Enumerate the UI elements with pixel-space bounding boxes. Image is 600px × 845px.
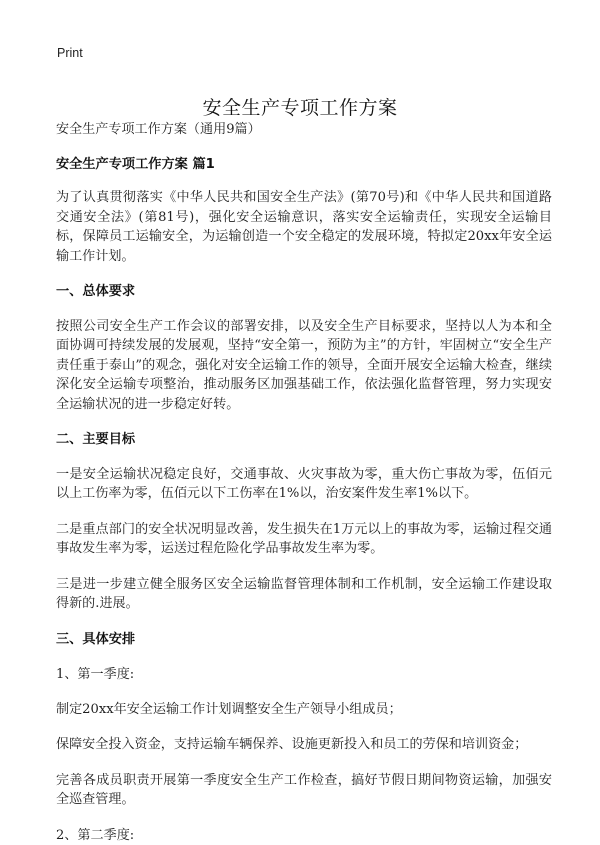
quarter-1-item-2: 保障安全投入资金，支持运输车辆保养、设施更新投入和员工的劳保和培训资金； — [56, 737, 528, 753]
quarter-2-heading: 2、第二季度: — [56, 827, 135, 843]
quarter-1-heading: 1、第一季度: — [56, 666, 135, 682]
heading-main-goals: 二、主要目标 — [56, 432, 136, 448]
document-body — [56, 120, 552, 845]
heading-general-requirements: 一、总体要求 — [56, 284, 136, 300]
general-requirements-paragraph: 按照公司安全生产工作会议的部署安排，以及安全生产目标要求，坚持以人为本和全面协调可持续发展的发展观，坚持“安全第一，预防为主”的方针，牢固树立“安全生产责任重于泰山”的观念，强化对安全运输工作的领导，全面开展安全运输大检查，继续深化安全运输专项整治，推动服务区加强基础工作，依法强化监督管理，努力实现安全运输状况的进一步稳定好转。 — [56, 319, 552, 412]
goal-paragraph-1: 一是安全运输状况稳定良好，交通事故、火灾事故为零，重大伤亡事故为零，伍佰元以上工伤率为零，伍佰元以下工伤率在1%以，治安案件发生率1%以下。 — [56, 467, 552, 502]
intro-paragraph: 为了认真贯彻落实《中华人民共和国安全生产法》(第70号)和《中华人民共和国道路交通安全法》(第81号)，强化安全运输意识，落实安全运输责任，实现安全运输目标，保障员工运输安全，为运输创造一个安全稳定的发展环境，特拟定20xx年安全运输工作计划。 — [56, 190, 552, 264]
print-link[interactable]: Print — [57, 46, 83, 60]
goal-paragraph-2: 二是重点部门的安全状况明显改善，发生损失在1万元以上的事故为零，运输过程交通事故发生率为零，运送过程危险化学品事故发生率为零。 — [56, 521, 552, 557]
goal-paragraph-3: 三是进一步建立健全服务区安全运输监督管理体制和工作机制，安全运输工作建设取得新的.进展。 — [56, 576, 552, 612]
document-subtitle: 安全生产专项工作方案（通用9篇） — [56, 122, 261, 137]
quarter-1-item-3: 完善各成员职责开展第一季度安全生产工作检查，搞好节假日期间物资运输，加强安全巡查管理。 — [56, 772, 552, 808]
quarter-1-item-1: 制定20xx年安全运输工作计划调整安全生产领导小组成员； — [56, 701, 402, 717]
heading-specific-arrangements: 三、具体安排 — [56, 631, 136, 647]
page-title: 安全生产专项工作方案 — [202, 96, 398, 119]
section-heading: 安全生产专项工作方案 篇1 — [56, 157, 215, 173]
